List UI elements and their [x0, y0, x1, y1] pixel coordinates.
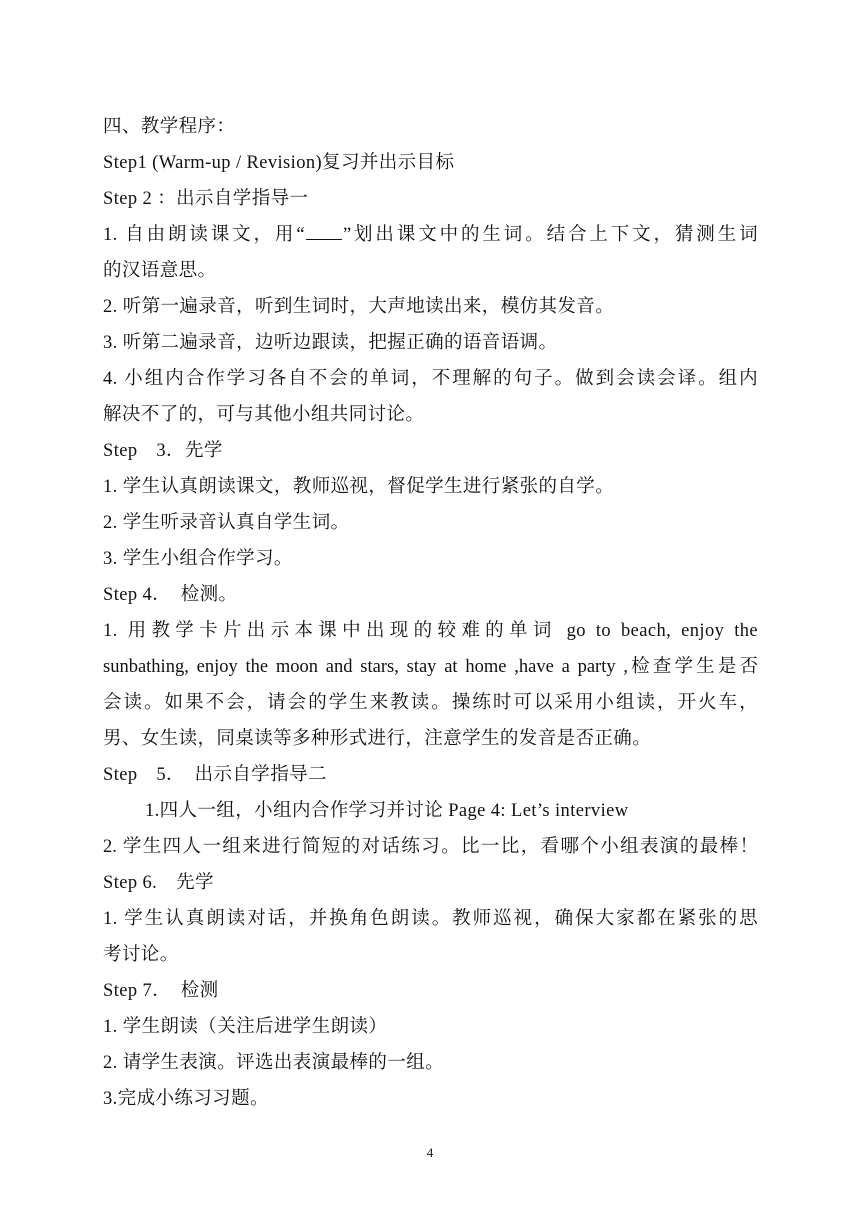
step-heading: Step 3．先学	[103, 441, 223, 461]
text-line: 1. 用教学卡片出示本课中出现的较难的单词 go to beach, enjoy the	[103, 621, 758, 641]
text-line: 4. 小组内合作学习各自不会的单词，不理解的句子。做到会读会译。组内	[103, 369, 758, 389]
step-heading: Step 6. 先学	[103, 873, 214, 893]
text-line: 2. 学生四人一组来进行简短的对话练习。比一比，看哪个小组表演的最棒！	[103, 837, 758, 857]
text-line: 的汉语意思。	[103, 261, 217, 281]
text-line: Step1 (Warm-up / Revision)复习并出示目标	[103, 153, 455, 173]
text-line: 会读。如果不会，请会的学生来教读。操练时可以采用小组读，开火车，	[103, 693, 758, 713]
text-line: 1. 学生朗读（关注后进学生朗读）	[103, 1017, 388, 1037]
text-line-with-blank	[103, 220, 758, 250]
text-line: sunbathing, enjoy the moon and stars, stay at home ,have a party ,检查学生是否	[103, 657, 758, 677]
text-line: 3. 听第二遍录音，边听边跟读，把握正确的语音语调。	[103, 333, 558, 353]
text-line: 1. 学生认真朗读课文，教师巡视，督促学生进行紧张的自学。	[103, 477, 615, 497]
underline-blank	[306, 223, 342, 240]
step-heading: Step 5． 出示自学指导二	[103, 765, 327, 785]
page-number: 4	[426, 1145, 434, 1160]
text-segment: ”划出课文中的生词。结合上下文，猜测生词	[342, 225, 758, 245]
text-line: 1.四人一组，小组内合作学习并讨论 Page 4: Let’s interview	[145, 801, 629, 821]
text-line: Step 2 ：出示自学指导一	[103, 189, 309, 209]
text-line: 考讨论。	[103, 945, 179, 965]
text-line: 2. 学生听录音认真自学生词。	[103, 513, 350, 533]
text-segment: 1. 自由朗读课文，用“	[103, 225, 305, 245]
text-line: 3. 学生小组合作学习。	[103, 549, 293, 569]
section-heading: 四、教学程序：	[103, 117, 236, 137]
text-line: 2. 请学生表演。评选出表演最棒的一组。	[103, 1053, 445, 1073]
text-line: 3.完成小练习习题。	[103, 1089, 269, 1109]
step-heading: Step 4． 检测。	[103, 585, 238, 605]
text-line: 1. 学生认真朗读对话，并换角色朗读。教师巡视，确保大家都在紧张的思	[103, 909, 758, 929]
text-line: 男、女生读，同桌读等多种形式进行，注意学生的发音是否正确。	[103, 729, 652, 749]
text-line: 解决不了的，可与其他小组共同讨论。	[103, 405, 425, 425]
step-heading: Step 7． 检测	[103, 981, 219, 1001]
text-line: 2. 听第一遍录音，听到生词时，大声地读出来，模仿其发音。	[103, 297, 615, 317]
